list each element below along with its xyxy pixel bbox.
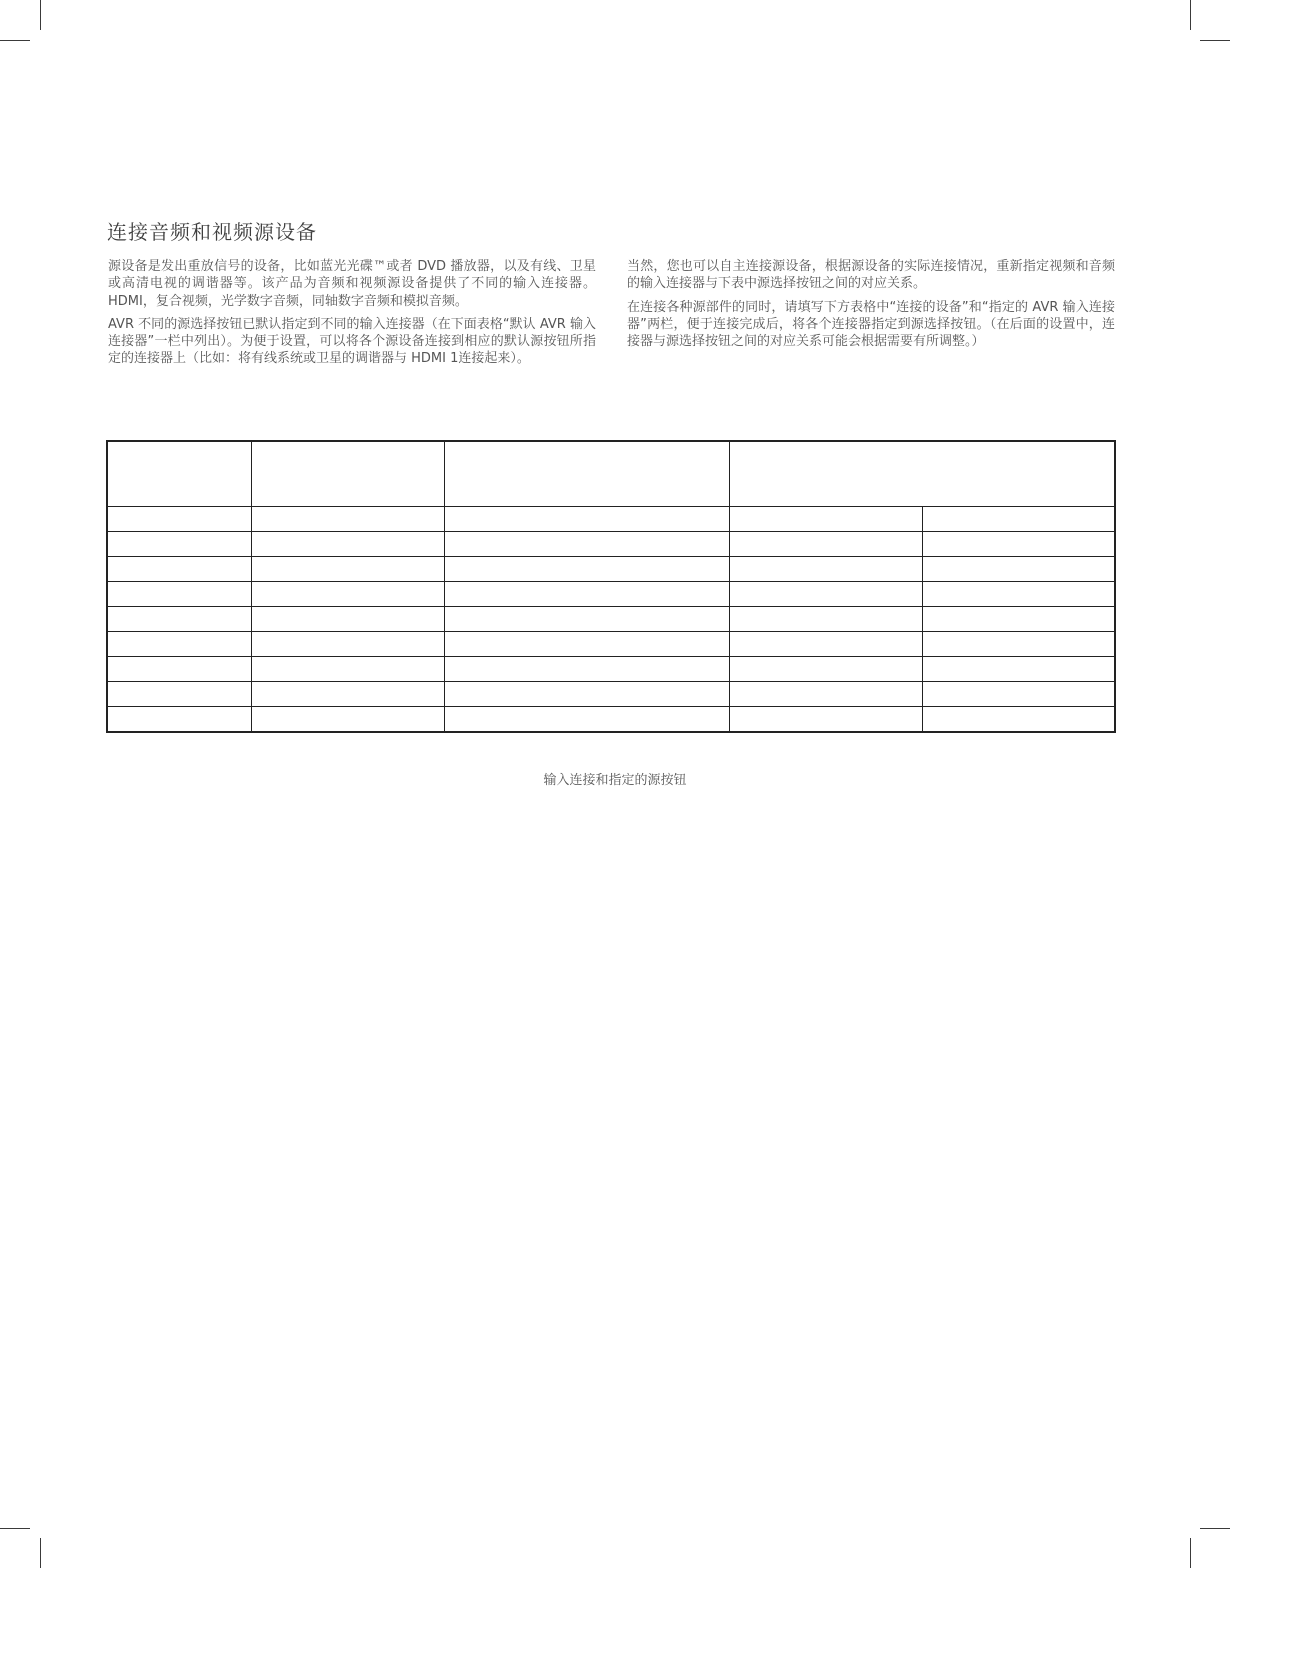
table-row — [107, 507, 1115, 532]
table-cell — [107, 632, 251, 657]
section-title: 连接音频和视频源设备 — [107, 220, 317, 244]
table-cell — [251, 657, 444, 682]
table-cell — [922, 657, 1115, 682]
table-cell — [729, 682, 922, 707]
crop-mark — [0, 1528, 30, 1529]
table-cell — [251, 707, 444, 733]
input-assignment-table — [106, 440, 1116, 733]
table-cell — [922, 607, 1115, 632]
table-cell — [251, 557, 444, 582]
crop-mark — [1190, 1538, 1191, 1568]
table-cell — [444, 657, 729, 682]
table-cell — [444, 707, 729, 733]
paragraph: 在连接各种源部件的同时，请填写下方表格中“连接的设备”和“指定的 AVR 输入连接器”两栏，便于连接完成后，将各个连接器指定到源选择按钮。（在后面的设置中，连接器与源选择按钮之间的对应关系可能会根据需要有所调整。） — [627, 299, 1115, 350]
input-assignment-table-container — [106, 440, 1114, 736]
table-cell — [444, 532, 729, 557]
table-row — [107, 657, 1115, 682]
table-cell — [251, 507, 444, 532]
table-cell — [444, 557, 729, 582]
table-cell — [107, 607, 251, 632]
crop-mark — [1200, 1528, 1230, 1529]
table-cell — [107, 657, 251, 682]
table-cell — [444, 507, 729, 532]
header-cell — [729, 441, 1115, 507]
paragraph: 当然，您也可以自主连接源设备，根据源设备的实际连接情况，重新指定视频和音频的输入连接器与下表中源选择按钮之间的对应关系。 — [627, 259, 1115, 292]
table-row — [107, 707, 1115, 733]
table-cell — [444, 582, 729, 607]
table-cell — [251, 532, 444, 557]
table-cell — [107, 582, 251, 607]
table-cell — [444, 682, 729, 707]
header-cell — [444, 441, 729, 507]
table-row — [107, 557, 1115, 582]
table-row — [107, 532, 1115, 557]
table-row — [107, 607, 1115, 632]
table-caption: 输入连接和指定的源按钮 — [543, 773, 687, 788]
table-cell — [107, 507, 251, 532]
left-text-column — [108, 258, 596, 374]
header-cell — [251, 441, 444, 507]
table-row — [107, 632, 1115, 657]
table-cell — [107, 557, 251, 582]
crop-mark — [1190, 0, 1191, 30]
table-cell — [922, 507, 1115, 532]
table-header-row — [107, 441, 1115, 507]
crop-mark — [40, 1538, 41, 1568]
table-cell — [729, 707, 922, 733]
table-cell — [107, 532, 251, 557]
table-cell — [729, 632, 922, 657]
table-cell — [107, 707, 251, 733]
crop-mark — [40, 0, 41, 30]
table-cell — [251, 582, 444, 607]
table-cell — [444, 607, 729, 632]
table-cell — [107, 682, 251, 707]
table-cell — [251, 607, 444, 632]
table-cell — [444, 632, 729, 657]
table-cell — [729, 657, 922, 682]
table-cell — [251, 632, 444, 657]
table-cell — [922, 632, 1115, 657]
table-row — [107, 582, 1115, 607]
table-cell — [729, 582, 922, 607]
table-cell — [922, 582, 1115, 607]
table-cell — [729, 557, 922, 582]
table-cell — [922, 557, 1115, 582]
table-cell — [922, 682, 1115, 707]
paragraph: AVR 不同的源选择按钮已默认指定到不同的输入连接器（在下面表格“默认 AVR 输入连接器”一栏中列出）。为便于设置，可以将各个源设备连接到相应的默认源按钮所指定的连接器上（比如：将有线系统或卫星的调谐器与 HDMI 1连接起来）。 — [108, 316, 596, 367]
table-cell — [729, 507, 922, 532]
table-cell — [729, 532, 922, 557]
header-cell — [107, 441, 251, 507]
crop-mark — [0, 40, 30, 41]
table-cell — [251, 682, 444, 707]
right-text-column — [627, 258, 1115, 356]
table-cell — [922, 532, 1115, 557]
table-row — [107, 682, 1115, 707]
table-cell — [729, 607, 922, 632]
table-cell — [922, 707, 1115, 733]
crop-mark — [1200, 40, 1230, 41]
paragraph: 源设备是发出重放信号的设备，比如蓝光光碟™或者 DVD 播放器，以及有线、卫星或高清电视的调谐器等。该产品为音频和视频源设备提供了不同的输入连接器。HDMI，复合视频，光学数字音频，同轴数字音频和模拟音频。 — [108, 259, 596, 309]
